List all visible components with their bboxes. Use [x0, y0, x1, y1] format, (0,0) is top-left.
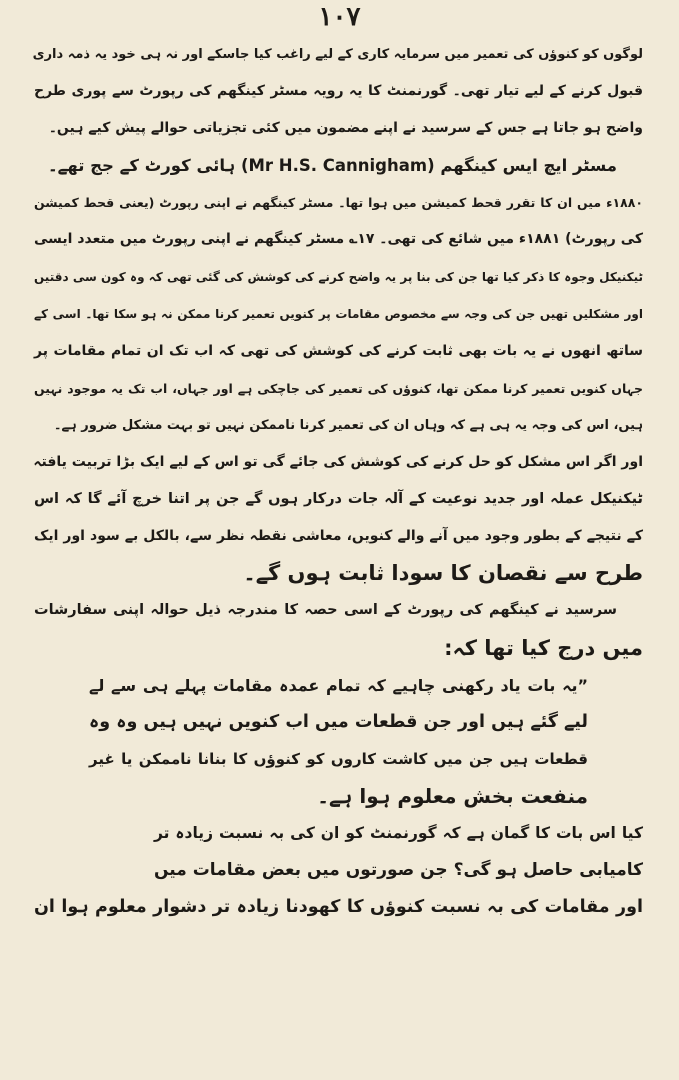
text-line: مسٹر ایچ ایس کینگھم (Mr H.S. Cannigham) ہائی کورٹ کے جج تھے۔ — [47, 156, 617, 176]
text-line: اور مقامات کی بہ نسبت کنوؤں کا کھودنا زیادہ تر دشوار معلوم ہوا ان — [34, 897, 643, 918]
quote-line: ”یہ بات یاد رکھنی چاہیے کہ تمام عمدہ مقامات پہلے ہی سے لے — [89, 675, 588, 695]
text-line: واضح ہو جاتا ہے جس کے سرسید نے اپنے مضمون میں کئی تجزیاتی حوالے پیش کیے ہیں۔ — [48, 120, 643, 137]
text-line: ٹیکنیکل عملہ اور جدید نوعیت کے آلہ جات درکار ہوں گے جن پر اتنا خرچ آئے گا کہ اس — [34, 491, 643, 508]
paragraph — [34, 815, 643, 889]
text-line: لوگوں کو کنوؤں کی تعمیر میں سرمایہ کاری کے لیے راغب کیا جاسکے اور نہ ہی خود یہ ذمہ داری — [32, 47, 643, 62]
text-line: قبول کرنے کے لیے تیار تھی۔ گورنمنٹ کا یہ رویہ مسٹر کینگھم کی رپورٹ سے پوری طرح — [34, 83, 643, 100]
paragraph — [34, 36, 643, 592]
text-line: ساتھ انھوں نے یہ بات بھی ثابت کرنے کی کوشش کی تھی کہ اب تک ان تمام مقامات پر — [34, 342, 643, 359]
text-line: طرح سے نقصان کا سودا ثابت ہوں گے۔ — [243, 561, 643, 586]
text-line: ۱۸۸۰ء میں ان کا تقرر قحط کمیشن میں ہوا تھا۔ مسٹر کینگھم نے اپنی رپورٹ (یعنی قحط کمیشن — [34, 195, 643, 211]
quote-line: منفعت بخش معلوم ہوا ہے۔ — [317, 783, 588, 808]
text-line: اور مشکلیں تھیں جن کی وجہ سے مخصوص مقامات پر کنویں تعمیر کرنا ممکن نہ ہو سکا تھا۔ اسی کے — [34, 306, 643, 321]
text-line: جہاں کنویں تعمیر کرنا ممکن تھا، کنوؤں کی تعمیر کی جاچکی ہے اور جہاں، اب تک یہ موجود نہیں — [34, 380, 643, 396]
page-body — [34, 36, 643, 926]
page-number: ۱۰۷ — [318, 2, 361, 32]
text-line: کے نتیجے کے بطور وجود میں آنے والے کنویں، معاشی نقطہ نظر سے، بالکل بے سود اور ایک — [34, 528, 643, 545]
paragraph-continuation — [34, 889, 643, 926]
text-line: میں درج کیا تھا کہ: — [444, 635, 643, 660]
text-line: ہیں، اس کی وجہ یہ ہی ہے کہ وہاں ان کی تعمیر کرنا ناممکن نہیں تو بہت مشکل ضرور ہے۔ — [53, 417, 643, 433]
text-line: کی رپورٹ) ۱۸۸۱ء میں شائع کی تھی۔ ۱۷؎ مسٹر کینگھم نے اپنی رپورٹ میں متعدد ایسی — [34, 231, 643, 248]
block-quote — [34, 667, 643, 815]
text-line: کامیابی حاصل ہو گی؟ جن صورتوں میں بعض مقامات میں — [154, 860, 643, 881]
paragraph — [34, 592, 643, 666]
text-line: کیا اس بات کا گمان ہے کہ گورنمنٹ کو ان کی بہ نسبت زیادہ تر — [154, 823, 643, 842]
text-line: ٹیکنیکل وجوہ کا ذکر کیا تھا جن کی بنا پر یہ واضح کرنے کی کوشش کی گئی تھی کہ وہ کون سی دقتیں — [34, 269, 643, 284]
text-line: اور اگر اس مشکل کو حل کرنے کی کوشش کی جائے گی تو اس کے لیے ایک بڑا تربیت یافتہ — [33, 454, 643, 471]
quote-line: قطعات ہیں جن میں کاشت کاروں کو کنوؤں کا بنانا ناممکن یا غیر — [89, 749, 588, 768]
quote-line: لیے گئے ہیں اور جن قطعات میں اب کنویں نہیں ہیں وہ وہ — [89, 711, 588, 732]
text-line: سرسید نے کینگھم کی رپورٹ کے اسی حصہ کا مندرجہ ذیل حوالہ اپنی سفارشات — [34, 602, 617, 619]
